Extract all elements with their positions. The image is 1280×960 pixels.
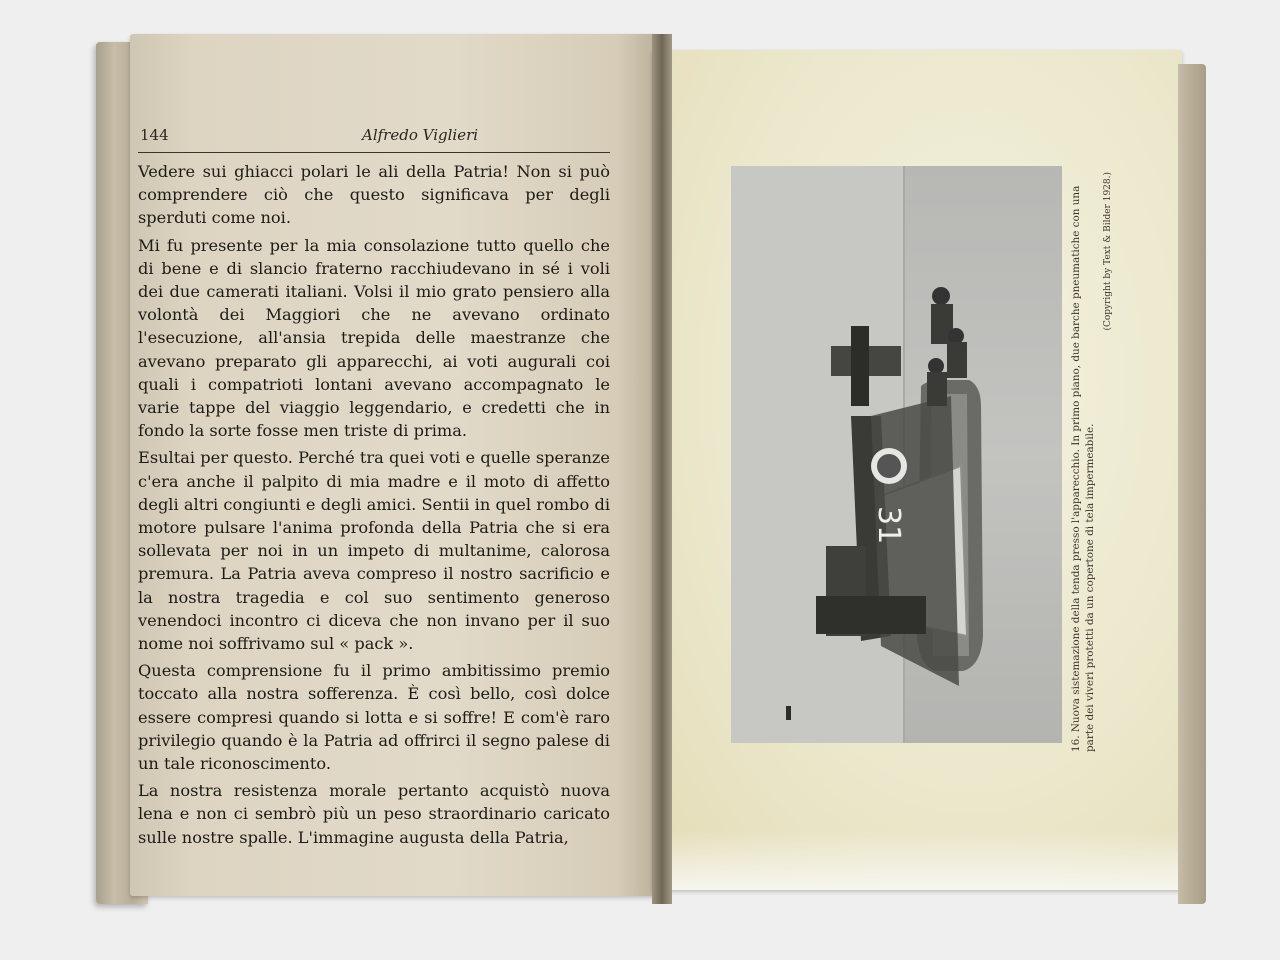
running-title: Alfredo Viglieri (362, 126, 479, 144)
caption-line: 16. Nuova sistemazione della tenda presso l'apparecchio. In primo piano, due barche pneumatiche con una (1070, 185, 1082, 752)
paragraph: Vedere sui ghiacci polari le ali della Patria! Non si può comprendere ciò che questo significava per degli sperduti come noi. (138, 162, 610, 228)
page-number: 144 (140, 126, 169, 144)
plane-number: 31 (871, 506, 906, 545)
header-rule (138, 152, 610, 153)
photo-caption (1070, 152, 1113, 752)
book-edge-right (1178, 64, 1206, 904)
paragraph: Questa comprensione fu il primo ambitissimo premio toccato alla nostra sofferenza. È così bello, così dolce essere compresi quando si lotta e si soffre! E com'è raro privilegio quando è la Patria ad offrirci il segno palese di un tale riconoscimento. (138, 661, 610, 774)
book-gutter (652, 34, 672, 904)
running-head (140, 122, 610, 152)
paragraph: Esultai per questo. Perché tra quei voti e quelle speranze c'era anche il palpito di mia madre e il moto di affetto degli altri congiunti e degli amici. Sentii in quel rombo di motore pulsare l'anima profonda della Patria che si era sollevata per noi in un impeto di multanime, calorosa premura. La Patria aveva compreso il nostro sacrificio e la nostra tragedia e col suo sentimento generoso venendoci incontro ci diceva che non invano per il suo nome noi soffrivamo sul « pack ». (138, 448, 610, 654)
body-text (138, 160, 610, 849)
paragraph: Mi fu presente per la mia consolazione tutto quello che di bene e di slancio fraterno racchiudevano in sé i voli dei due camerati italiani. Volsi il mio grato pensiero alla volontà dei Maggiori che ne avevano ordinato l'esecuzione, all'ansia trepida delle maestranze che avevano preparato gli apparecchi, ai voti augurali coi quali i compatrioti lontani avevano accompagnato le varie tappe del viaggio leggendario, e credetti che in fondo la sorte fosse men triste di prima. (138, 235, 610, 441)
seaplane-photo (731, 166, 1062, 743)
page-bottom-strip (652, 830, 1182, 890)
paragraph: La nostra resistenza morale pertanto acquistò nuova lena e non ci sembrò più un peso straordinario caricato sulle nostre spalle. L'immagine augusta della Patria, (138, 781, 610, 847)
photo-plate (731, 166, 1062, 743)
copyright-note: (Copyright by Text & Bilder 1928.) (1103, 172, 1113, 331)
caption-line: parte dei viveri protetti da un copertone di tela impermeabile. (1083, 423, 1096, 752)
